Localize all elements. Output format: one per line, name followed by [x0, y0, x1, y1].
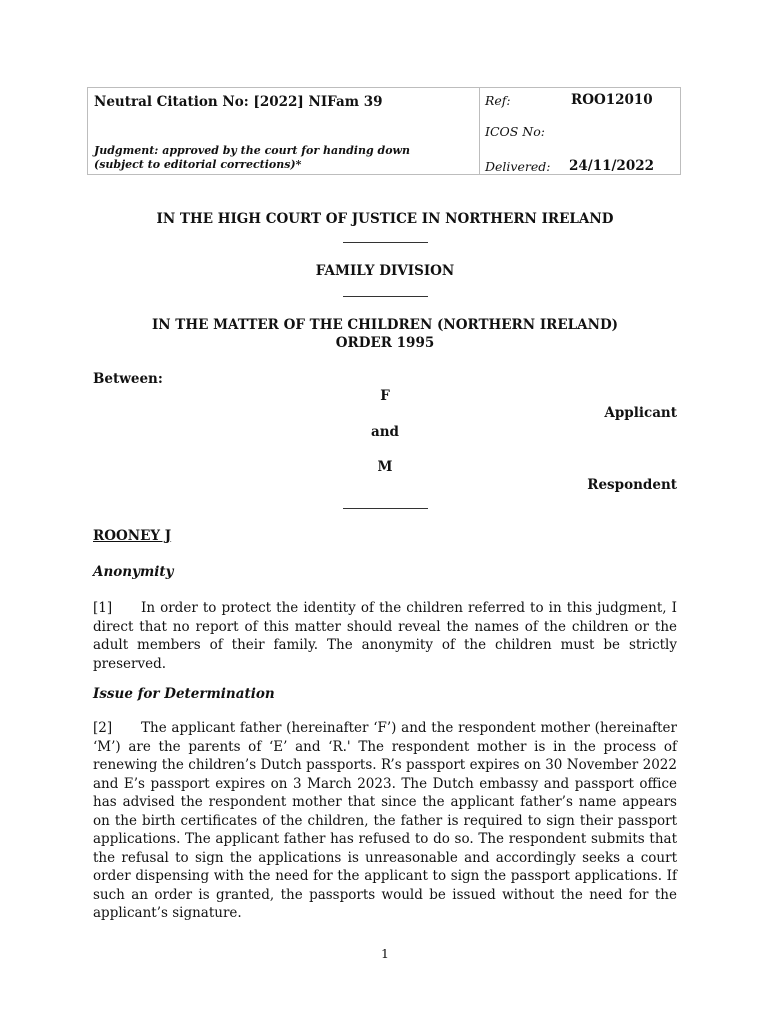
and-connector: and: [370, 424, 399, 440]
separator-rule: [343, 242, 428, 243]
applicant-name: F: [380, 388, 390, 404]
paragraph-2: [93, 719, 677, 923]
court-title: IN THE HIGH COURT OF JUSTICE IN NORTHERN IRELAND: [156, 211, 614, 227]
ref-value: ROO12010: [571, 92, 653, 108]
delivered-date: 24/11/2022: [569, 158, 655, 174]
respondent-name: M: [377, 459, 393, 475]
paragraph-number: [2]: [93, 720, 113, 736]
matter-line-2: ORDER 1995: [335, 335, 435, 351]
paragraph-text: In order to protect the identity of the children referred to in this judgment, I direct that no report of this matter should reveal the names of the children or the adult members of their family. The anonymity of the children must be strictly preserved.: [93, 600, 677, 672]
judgment-note-line-1: Judgment: approved by the court for handing down: [94, 144, 411, 157]
section-heading-issue: Issue for Determination: [93, 686, 275, 702]
applicant-role: Applicant: [604, 405, 677, 421]
delivered-label: Delivered:: [485, 159, 551, 174]
separator-rule: [343, 296, 428, 297]
judgment-note-line-2: (subject to editorial corrections)*: [94, 158, 302, 171]
respondent-role: Respondent: [587, 477, 677, 493]
matter-line-1: IN THE MATTER OF THE CHILDREN (NORTHERN IRELAND): [151, 317, 619, 333]
between-label: Between:: [93, 371, 163, 387]
judge-name: ROONEY J: [93, 528, 172, 544]
page-number: 1: [381, 946, 389, 961]
court-division: FAMILY DIVISION: [315, 263, 455, 279]
neutral-citation: Neutral Citation No: [2022] NIFam 39: [94, 94, 383, 110]
header-divider: [479, 88, 480, 174]
separator-rule: [343, 508, 428, 509]
icos-label: ICOS No:: [485, 124, 545, 139]
judgment-approval-note: [94, 144, 410, 172]
paragraph-number: [1]: [93, 600, 113, 616]
section-heading-anonymity: Anonymity: [93, 564, 174, 580]
paragraph-text: The applicant father (hereinafter ‘F’) and the respondent mother (hereinafter ‘M’) are the parents of ‘E’ and ‘R.' The respondent mother is in the process of renewing the children’s Dutch passports. R’s passport expires on 30 November 2022 and E’s passport expires on 3 March 2023. The Dutch embassy and passport office has advised the respondent mother that since the applicant father’s name appears on the birth certificates of the children, the father is required to sign their passport applications. The applicant father has refused to do so. The respondent submits that the refusal to sign the applications is unreasonable and accordingly seeks a court order dispensing with the need for the applicant to sign the passport applications. If such an order is granted, the passports would be issued without the need for the applicant’s signature.: [93, 720, 677, 921]
ref-label: Ref:: [485, 93, 511, 108]
paragraph-1: [93, 599, 677, 673]
citation-header-box: [87, 87, 681, 175]
